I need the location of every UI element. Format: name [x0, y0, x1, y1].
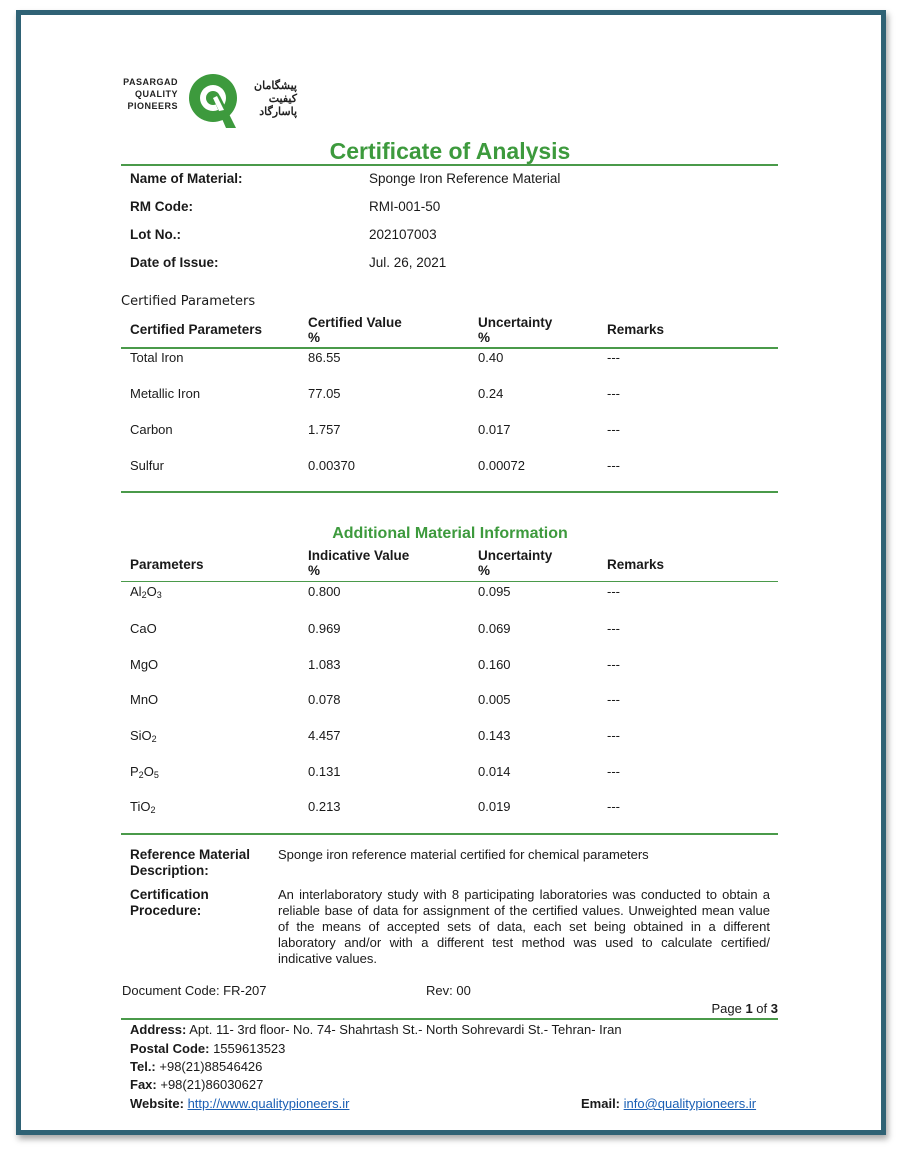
- formula-subscript: 2: [141, 590, 147, 600]
- header-text: Uncertainty: [478, 315, 553, 330]
- certified-section-label: Certified Parameters: [121, 294, 256, 309]
- cell-uncertainty: 0.143: [478, 728, 511, 743]
- website-link[interactable]: http://www.qualitypioneers.ir: [187, 1096, 350, 1111]
- additional-section-title: Additional Material Information: [332, 525, 568, 542]
- logo-line: پیشگامان: [254, 80, 297, 92]
- logo-line: پاسارگاد: [259, 106, 297, 118]
- formula-subscript: 5: [153, 770, 159, 780]
- cell-param: [130, 621, 157, 636]
- footer-divider: [121, 1018, 778, 1020]
- column-header: Remarks: [607, 322, 665, 337]
- logo-text-fa: [235, 80, 297, 119]
- cell-remarks: ---: [607, 799, 620, 814]
- logo-line: PIONEERS: [127, 101, 178, 111]
- tel-label: Tel.:: [130, 1059, 156, 1074]
- formula-part: P: [130, 764, 139, 779]
- cell-uncertainty: 0.017: [478, 422, 511, 437]
- info-label: Date of Issue:: [130, 255, 219, 270]
- header-unit: %: [308, 563, 321, 578]
- column-header: Parameters: [130, 557, 204, 572]
- address-label: Address:: [130, 1022, 187, 1037]
- label-line: Procedure:: [130, 903, 202, 918]
- formula-part: MnO: [130, 692, 159, 707]
- cell-value: 0.131: [308, 764, 341, 779]
- cell-uncertainty: 0.24: [478, 386, 504, 401]
- email-link[interactable]: info@qualitypioneers.ir: [623, 1096, 757, 1111]
- title-divider: [121, 164, 778, 166]
- info-label: Lot No.:: [130, 227, 181, 242]
- formula-part: O: [143, 764, 154, 779]
- table-divider: [121, 833, 778, 835]
- table-divider: [121, 347, 778, 349]
- table-divider: [121, 491, 778, 493]
- cell-uncertainty: 0.069: [478, 621, 511, 636]
- cell-param: [130, 584, 162, 600]
- cell-param: [130, 728, 157, 744]
- cell-remarks: ---: [607, 657, 620, 672]
- page-number: [660, 1001, 778, 1016]
- label-line: Certification: [130, 887, 209, 902]
- page-of: of: [752, 1001, 771, 1016]
- cell-remarks: ---: [607, 350, 620, 365]
- cell-param: Carbon: [130, 422, 173, 437]
- info-value: Sponge Iron Reference Material: [369, 171, 561, 186]
- table-divider: [121, 581, 778, 582]
- header-unit: %: [308, 330, 321, 345]
- email-label: Email:: [581, 1096, 621, 1111]
- cell-value: 77.05: [308, 386, 341, 401]
- website-label: Website:: [130, 1096, 184, 1111]
- cell-param: [130, 657, 158, 672]
- formula-part: TiO: [130, 799, 151, 814]
- cell-uncertainty: 0.014: [478, 764, 511, 779]
- column-header: Certified Parameters: [130, 322, 263, 337]
- page-prefix: Page: [711, 1001, 746, 1016]
- formula-part: MgO: [130, 657, 159, 672]
- postal-value: 1559613523: [209, 1041, 286, 1056]
- postal-label: Postal Code:: [130, 1041, 210, 1056]
- cell-param: Metallic Iron: [130, 386, 201, 401]
- page-total: 3: [770, 1001, 778, 1016]
- cell-remarks: ---: [607, 584, 620, 599]
- cell-value: 0.969: [308, 621, 341, 636]
- cell-value: 0.800: [308, 584, 341, 599]
- column-header: [308, 315, 402, 345]
- info-value: RMI-001-50: [369, 199, 441, 214]
- website-line: [130, 1096, 349, 1111]
- header-text: Indicative Value: [308, 548, 410, 563]
- cell-param: [130, 764, 159, 780]
- cell-value: 86.55: [308, 350, 341, 365]
- cell-value: 0.00370: [308, 458, 355, 473]
- procedure-label: [130, 887, 209, 919]
- revision: Rev: 00: [426, 983, 471, 998]
- fax-value: +98(21)86030627: [156, 1077, 264, 1092]
- cell-uncertainty: 0.019: [478, 799, 511, 814]
- header-text: Uncertainty: [478, 548, 553, 563]
- logo-q-icon: [186, 70, 242, 132]
- cell-remarks: ---: [607, 692, 620, 707]
- logo-line: PASARGAD: [123, 77, 178, 87]
- formula-part: CaO: [130, 621, 157, 636]
- cell-remarks: ---: [607, 386, 620, 401]
- cell-remarks: ---: [607, 621, 620, 636]
- logo-line: کیفیت: [268, 93, 297, 105]
- header-text: Certified Value: [308, 315, 402, 330]
- cell-uncertainty: 0.40: [478, 350, 504, 365]
- fax-line: [130, 1077, 263, 1092]
- cell-value: 1.083: [308, 657, 341, 672]
- cell-uncertainty: 0.160: [478, 657, 511, 672]
- column-header: [478, 548, 552, 578]
- cell-uncertainty: 0.00072: [478, 458, 525, 473]
- info-value: Jul. 26, 2021: [369, 255, 447, 270]
- formula-subscript: 2: [150, 805, 156, 815]
- fax-label: Fax:: [130, 1077, 157, 1092]
- cell-value: 0.078: [308, 692, 341, 707]
- column-header: [308, 548, 409, 578]
- tel-value: +98(21)88546426: [155, 1059, 263, 1074]
- cell-remarks: ---: [607, 422, 620, 437]
- formula-part: Al: [130, 584, 142, 599]
- label-line: Description:: [130, 863, 209, 878]
- logo-line: QUALITY: [135, 89, 178, 99]
- cell-uncertainty: 0.005: [478, 692, 511, 707]
- cell-value: 0.213: [308, 799, 341, 814]
- cell-param: Sulfur: [130, 458, 164, 473]
- label-line: Reference Material: [130, 847, 251, 862]
- address-value: Apt. 11- 3rd floor- No. 74- Shahrtash St.- North Sohrevardi St.- Tehran- Iran: [186, 1022, 622, 1037]
- procedure-text: An interlaboratory study with 8 participating laboratories was conducted to obtain a reliable base of data for assignment of the certified values. Unweighted mean value of the means of accepted sets of data, each set being obtained in a different laboratory and/or with a different test method was used to calculate certified/ indicative values.: [278, 887, 770, 966]
- cell-param: [130, 799, 155, 815]
- cell-value: 1.757: [308, 422, 341, 437]
- info-label: RM Code:: [130, 199, 193, 214]
- column-header: Remarks: [607, 557, 665, 572]
- header-unit: %: [478, 563, 491, 578]
- cell-param: [130, 692, 158, 707]
- email-line: [581, 1096, 756, 1111]
- column-header: [478, 315, 552, 345]
- cell-param: Total Iron: [130, 350, 184, 365]
- document-title: Certificate of Analysis: [329, 138, 571, 164]
- description-label: [130, 847, 250, 879]
- description-text: Sponge iron reference material certified for chemical parameters: [278, 847, 649, 862]
- formula-part: SiO: [130, 728, 152, 743]
- formula-part: O: [146, 584, 157, 599]
- info-label: Name of Material:: [130, 171, 243, 186]
- cell-value: 4.457: [308, 728, 341, 743]
- cell-uncertainty: 0.095: [478, 584, 511, 599]
- address-line: [130, 1022, 622, 1037]
- cell-remarks: ---: [607, 728, 620, 743]
- page-current: 1: [745, 1001, 753, 1016]
- cell-remarks: ---: [607, 764, 620, 779]
- tel-line: [130, 1059, 262, 1074]
- info-value: 202107003: [369, 227, 437, 242]
- header-unit: %: [478, 330, 491, 345]
- formula-subscript: 3: [156, 590, 162, 600]
- postal-line: [130, 1041, 285, 1056]
- document-code: Document Code: FR-207: [122, 983, 267, 998]
- cell-remarks: ---: [607, 458, 620, 473]
- logo-text-en: [106, 76, 178, 112]
- formula-subscript: 2: [138, 770, 144, 780]
- formula-subscript: 2: [151, 734, 157, 744]
